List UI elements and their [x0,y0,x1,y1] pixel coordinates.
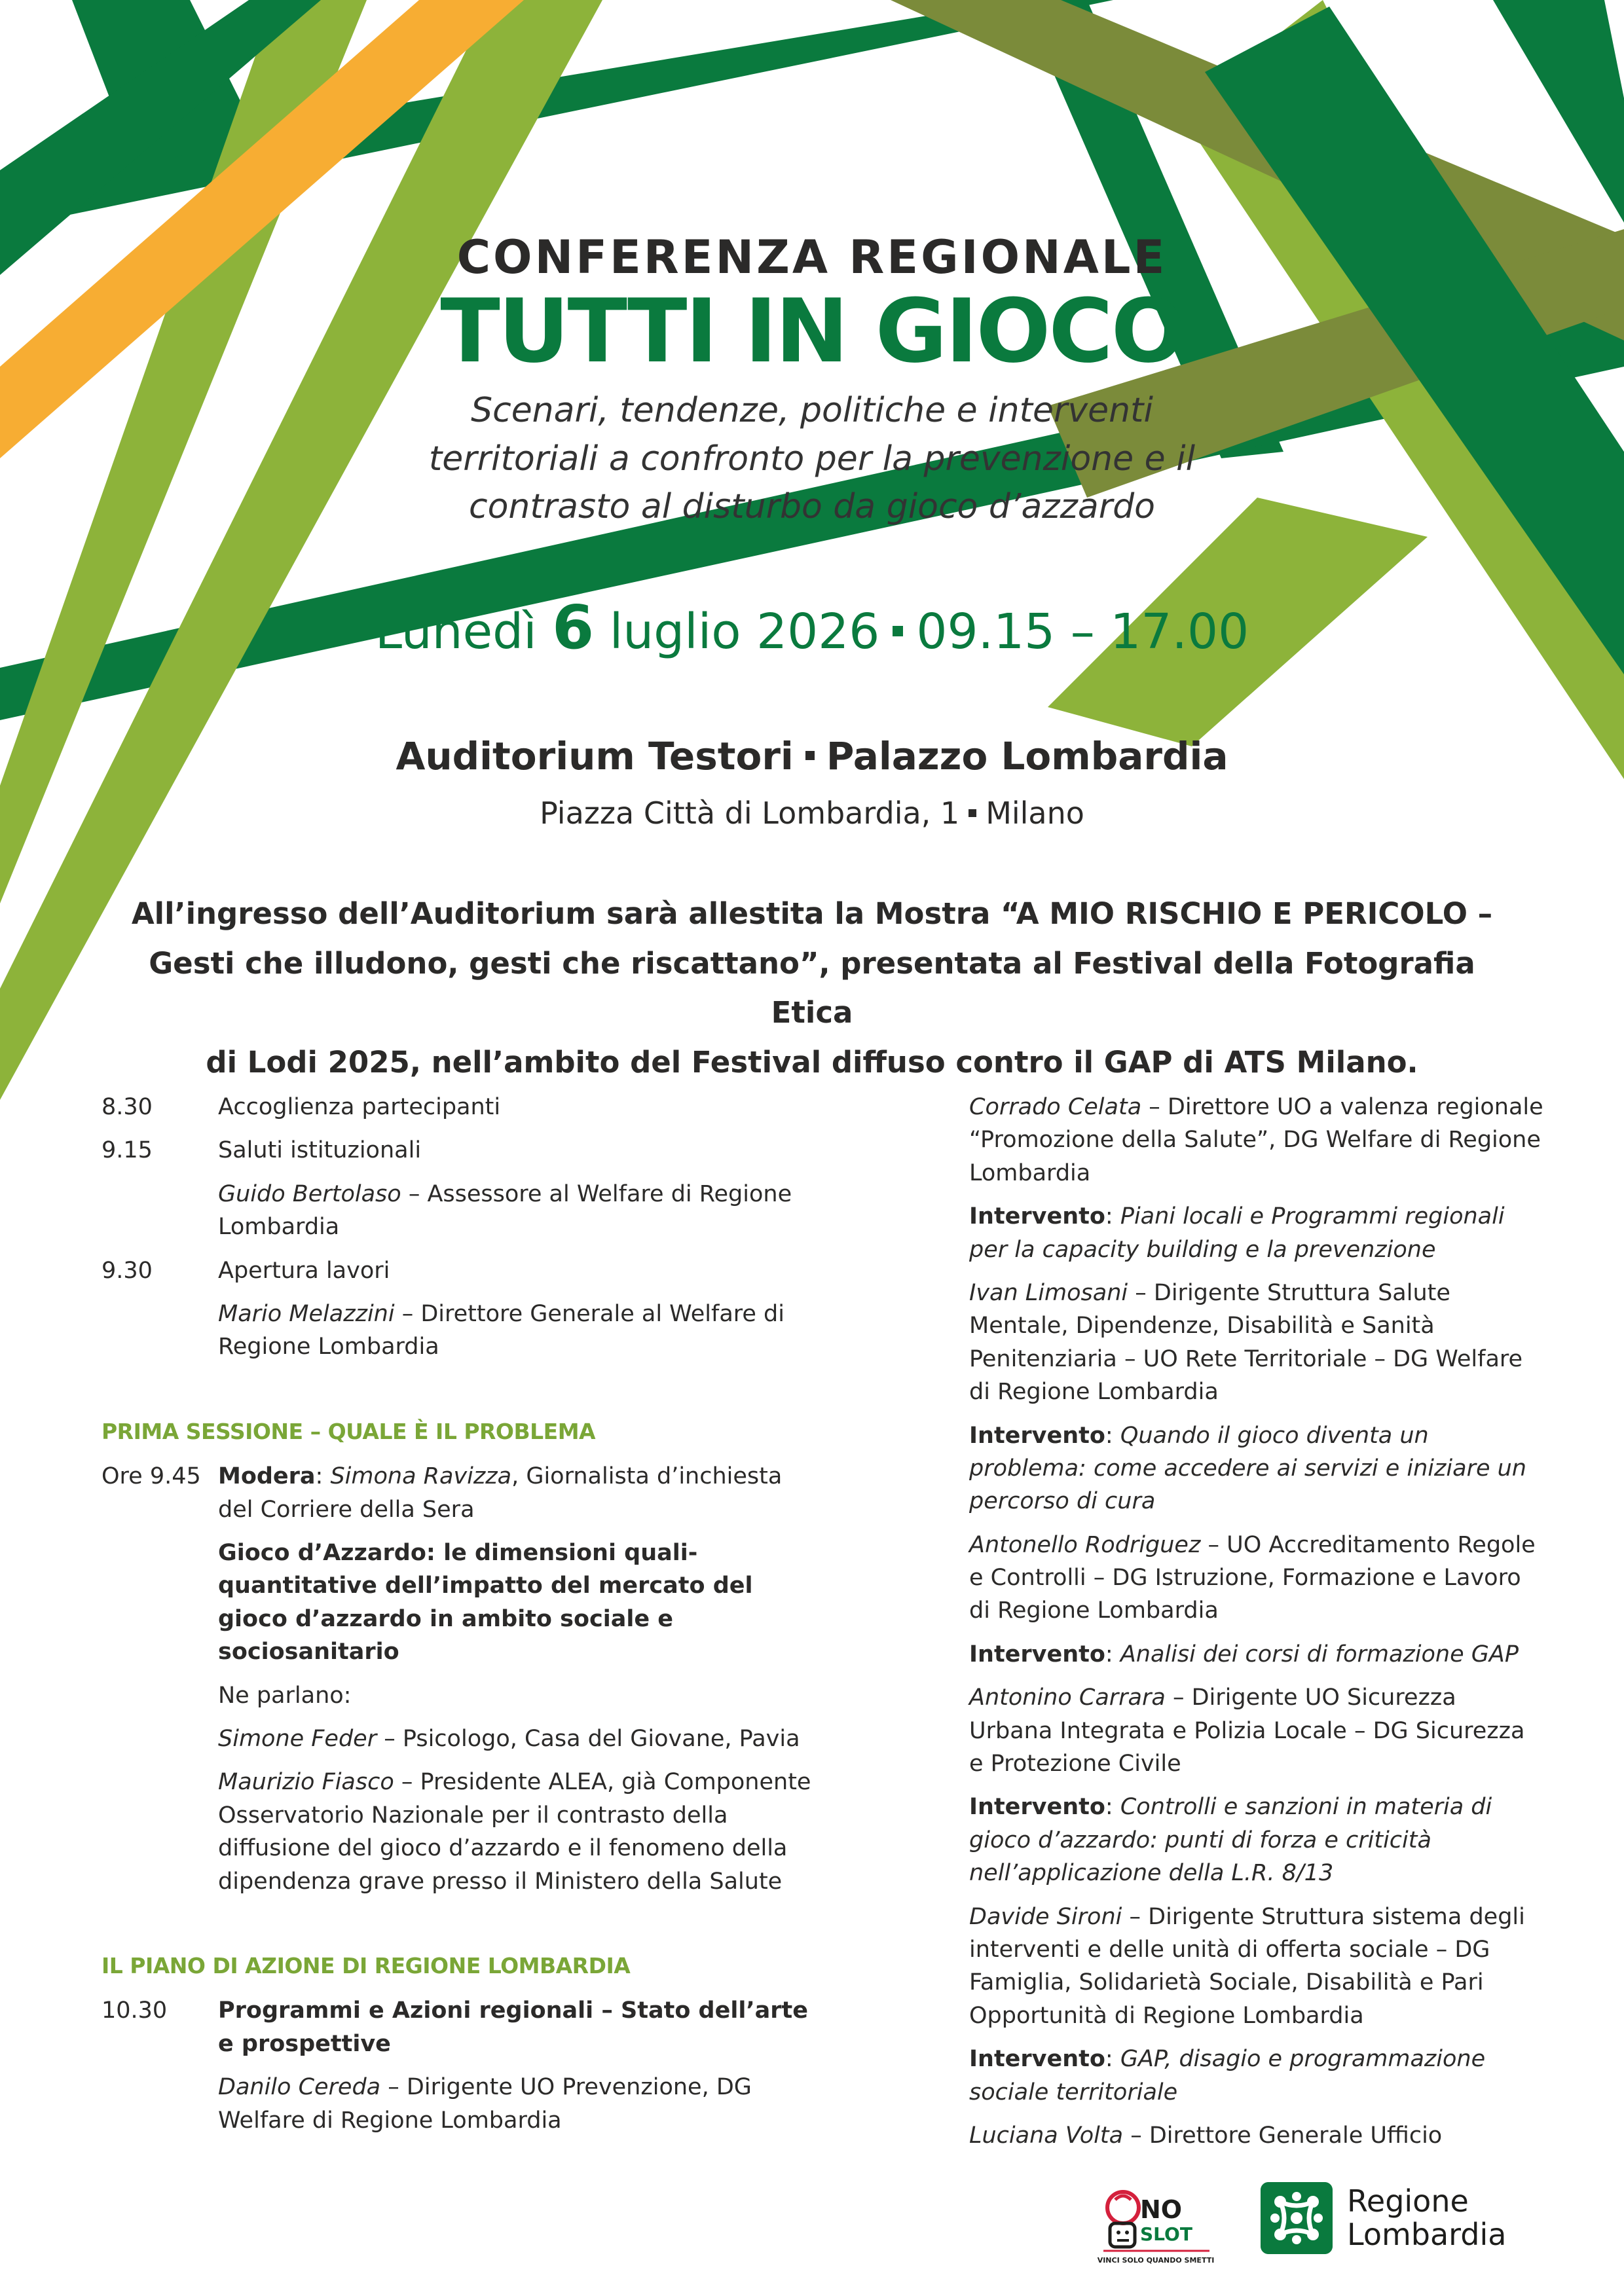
talk-title: GAP, disagio e programmazione sociale territoriale [969,2046,1486,2105]
talk-title: Piani locali e Programmi regionali per la capacity building e la prevenzione [969,1203,1505,1263]
intervento-label: Intervento [969,1641,1105,1667]
speaker-name: Davide Sironi [969,1903,1122,1930]
exhibition-line: All’ingresso dell’Auditorium sarà allestita la Mostra “A MIO RISCHIO E PERICOLO – [131,896,1493,931]
speakers-label: Ne parlano: [218,1682,352,1709]
regione-lombardia-logo [1261,2182,1536,2254]
talk-entry: Intervento: Analisi dei corsi di formazione GAP [969,1641,1519,1667]
programme-row [101,1460,815,1526]
programme-time: 10.30 [101,1997,168,2024]
speaker-role: – Dirigente Struttura Salute Mentale, Dipendenze, Disabilità e Sanità Penitenziaria – UO Rete Territoriale – DG Welfare di Regione Lombardia [969,1279,1523,1406]
noslot-logo [1097,2180,1215,2267]
moderator-role: , Giornalista d’inchiesta del Corriere della Sera [218,1463,783,1523]
intervento-label: Intervento [969,2046,1105,2073]
talk-title: Controlli e sanzioni in materia di gioco d’azzardo: punti di forza e criticità nell’applicazione della L.R. 8/13 [969,1794,1492,1887]
exhibition-line: Gesti che illudono, gesti che riscattano”, presentata al Festival della Fotografia Etica [149,945,1475,1030]
talk-entry: Intervento: Quando il gioco diventa un problema: come accedere ai servizi e iniziare un percorso di cura [969,1422,1526,1515]
speaker-name: Corrado Celata [969,1094,1142,1120]
programme-time: Ore 9.45 [101,1463,201,1490]
programme-row [101,1994,815,2060]
section-heading: IL PIANO DI AZIONE DI REGIONE LOMBARDIA [101,1952,631,1978]
conference-subtitle [275,387,1349,532]
speaker-role: – Direttore Generale Ufficio [1123,2122,1443,2149]
speaker-name: Simone Feder [218,1725,377,1752]
speaker-entry [969,1529,1545,1628]
moderator-label: Modera [218,1463,316,1490]
speaker-role: – Direttore UO a valenza regionale “Promozione della Salute”, DG Welfare di Regione Lombardia [969,1094,1543,1186]
talk-entry: Intervento: GAP, disagio e programmazione sociale territoriale [969,2046,1486,2105]
speaker-role: – Dirigente Struttura sistema degli interventi e delle unità di offerta sociale – DG Famiglia, Solidarietà Sociale, Disabilità e Pari Opportunità di Regione Lombardia [969,1903,1525,2029]
speaker-name: Ivan Limosani [969,1279,1128,1306]
speaker-name: Luciana Volta [969,2122,1124,2149]
programme-time: 8.30 [101,1094,153,1120]
speaker-entry [969,1901,1545,2033]
section-heading: PRIMA SESSIONE – QUALE È IL PROBLEMA [101,1418,596,1444]
address [275,795,1349,831]
address-street: Piazza Città di Lombardia, 1 [540,795,960,831]
speaker-name: Antonino Carrara [969,1685,1166,1711]
exhibition-note [131,889,1493,1087]
venue [275,734,1349,778]
programme-time: 9.30 [101,1257,153,1284]
talk-entry: Intervento: Piani locali e Programmi regionali per la capacity building e la prevenzione [969,1203,1505,1263]
programme-item: Accoglienza partecipanti [218,1094,501,1120]
date-time: 09.15 – 17.00 [916,604,1249,661]
speaker-entry [218,1766,815,1898]
address-city: Milano [986,795,1084,831]
intervento-label: Intervento [969,1794,1105,1821]
speaker-entry [218,2071,815,2137]
date-month-year: luglio 2026 [609,604,880,661]
noslot-face-icon [1107,2192,1139,2247]
speaker-entry [218,1178,815,1244]
date-day: 6 [552,592,595,663]
speaker-role: – Psicologo, Casa del Giovane, Pavia [377,1725,800,1752]
speaker-name: Mario Melazzini [218,1300,395,1327]
noslot-tagline: VINCI SOLO QUANDO SMETTI [1097,2256,1215,2265]
programme-item: Apertura lavori [218,1257,390,1284]
talk-entry: Intervento: Controlli e sanzioni in materia di gioco d’azzardo: punti di forza e criticità nell’applicazione della L.R. 8/13 [969,1794,1492,1887]
conference-label: CONFERENZA REGIONALE [456,230,1168,284]
speaker-role: – Dirigente UO Sicurezza Urbana Integrata e Polizia Locale – DG Sicurezza e Protezione Civile [969,1685,1525,1777]
speaker-entry [969,1277,1545,1409]
venue-hall: Auditorium Testori [396,734,794,779]
programme-time: 9.15 [101,1137,153,1164]
square-bullet-icon [893,626,903,636]
rosa-camuna-icon [1261,2182,1333,2254]
venue-building: Palazzo Lombardia [826,734,1228,779]
square-bullet-icon [969,809,976,817]
speaker-name: Danilo Cereda [218,2074,381,2101]
programme-right-column [969,1091,1545,2152]
header [275,232,1349,831]
speaker-role: – UO Accreditamento Regole e Controlli – DG Istruzione, Formazione e Lavoro di Regione Lombardia [969,1531,1536,1624]
talk-title: Quando il gioco diventa un problema: come accedere ai servizi e iniziare un percorso di cura [969,1422,1526,1515]
square-bullet-icon [805,751,815,760]
event-date [275,594,1349,661]
subtitle-line: territoriali a confronto per la prevenzione e il [428,439,1196,479]
programme-row [101,1254,815,1287]
noslot-word-slot: SLOT [1140,2223,1192,2245]
speaker-role: – Assessore al Welfare di Regione Lombardia [218,1180,792,1241]
programme-item: Saluti istituzionali [218,1137,422,1164]
regione-line2: Lombardia [1347,2217,1507,2252]
speaker-entry [218,1298,815,1364]
moderator-name: Simona Ravizza [330,1463,512,1490]
subtitle-line: contrasto al disturbo da gioco d’azzardo [469,487,1155,527]
subtitle-line: Scenari, tendenze, politiche e interventi [471,390,1153,430]
speaker-name: Antonello Rodriguez [969,1531,1201,1558]
intervento-label: Intervento [969,1203,1105,1230]
noslot-word-no: NO [1140,2195,1183,2224]
speaker-role: – Presidente ALEA, già Componente Osservatorio Nazionale per il contrasto della diffusione del gioco d’azzardo e il fenomeno della dipendenza grave presso il Ministero della Salute [218,1769,811,1895]
speaker-role: – Dirigente UO Prevenzione, DG Welfare di Regione Lombardia [218,2074,752,2134]
exhibition-line: di Lodi 2025, nell’ambito del Festival diffuso contro il GAP di ATS Milano. [206,1044,1418,1080]
programme-row [101,1091,815,1123]
session-topic: Gioco d’Azzardo: le dimensioni quali-quantitative dell’impatto del mercato del gioco d’azzardo in ambito sociale e sociosanitario [218,1540,753,1666]
conference-title: TUTTI IN GIOCO [440,280,1184,382]
date-weekday: Lunedì [375,604,537,661]
speaker-entry [218,1722,815,1755]
speaker-entry [969,1091,1545,1190]
speaker-entry [969,1681,1545,1780]
speaker-entry [969,2119,1545,2152]
speaker-role: – Direttore Generale al Welfare di Regione Lombardia [218,1300,784,1360]
speaker-name: Maurizio Fiasco [218,1769,394,1796]
talk-title: Analisi dei corsi di formazione GAP [1120,1641,1519,1667]
regione-wordmark [1347,2185,1506,2251]
programme-row [101,1134,815,1167]
speaker-name: Guido Bertolaso [218,1180,401,1207]
programme-left-column [101,1091,815,2137]
session-topic: Programmi e Azioni regionali – Stato dell’arte e prospettive [218,1997,808,2057]
moderator-entry: Modera: Simona Ravizza, Giornalista d’inchiesta del Corriere della Sera [218,1463,783,1523]
regione-line1: Regione [1347,2183,1469,2219]
intervento-label: Intervento [969,1422,1105,1449]
